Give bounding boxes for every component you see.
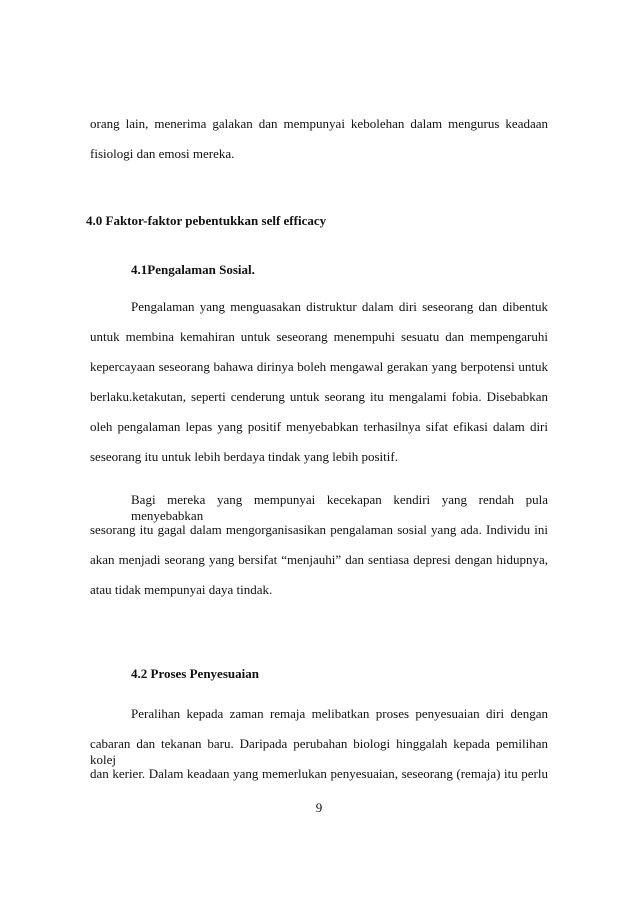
- paragraph-line: untuk membina kemahiran untuk seseorang menempuhi sesuatu dan mempengaruhi: [90, 329, 548, 344]
- section-heading-4-0: 4.0 Faktor-faktor pebentukkan self efficacy: [86, 213, 327, 228]
- section-heading-4-2: 4.2 Proses Penyesuaian: [131, 666, 259, 681]
- paragraph-line: oleh pengalaman lepas yang positif menyebabkan terhasilnya sifat efikasi dalam diri: [90, 419, 548, 434]
- intro-line-2: fisiologi dan emosi mereka.: [90, 146, 235, 161]
- intro-line-1: orang lain, menerima galakan dan mempunyai kebolehan dalam mengurus keadaan: [90, 116, 548, 131]
- section-heading-4-1: 4.1Pengalaman Sosial.: [131, 262, 255, 277]
- paragraph-line: Peralihan kepada zaman remaja melibatkan proses penyesuaian diri dengan: [131, 706, 548, 721]
- paragraph-line: akan menjadi seorang yang bersifat “menjauhi” dan sentiasa depresi dengan hidupnya,: [90, 552, 548, 567]
- paragraph-line: Bagi mereka yang mempunyai kecekapan kendiri yang rendah pula menyebabkan: [131, 492, 548, 523]
- paragraph-line: sesorang itu gagal dalam mengorganisasikan pengalaman sosial yang ada. Individu ini: [90, 522, 548, 537]
- page-number: 9: [315, 800, 323, 815]
- paragraph-line: kepercayaan seseorang bahawa dirinya boleh mengawal gerakan yang berpotensi untuk: [90, 359, 548, 374]
- paragraph-line: dan kerier. Dalam keadaan yang memerlukan penyesuaian, seseorang (remaja) itu perlu: [90, 766, 548, 781]
- paragraph-line: berlaku.ketakutan, seperti cenderung untuk seorang itu mengalami fobia. Disebabkan: [90, 389, 548, 404]
- paragraph-line: cabaran dan tekanan baru. Daripada perubahan biologi hinggalah kepada pemilihan kolej: [90, 736, 548, 767]
- paragraph-line: atau tidak mempunyai daya tindak.: [90, 582, 273, 597]
- paragraph-line: seseorang itu untuk lebih berdaya tindak yang lebih positif.: [90, 449, 398, 464]
- paragraph-line: Pengalaman yang menguasakan distruktur dalam diri seseorang dan dibentuk: [131, 299, 548, 314]
